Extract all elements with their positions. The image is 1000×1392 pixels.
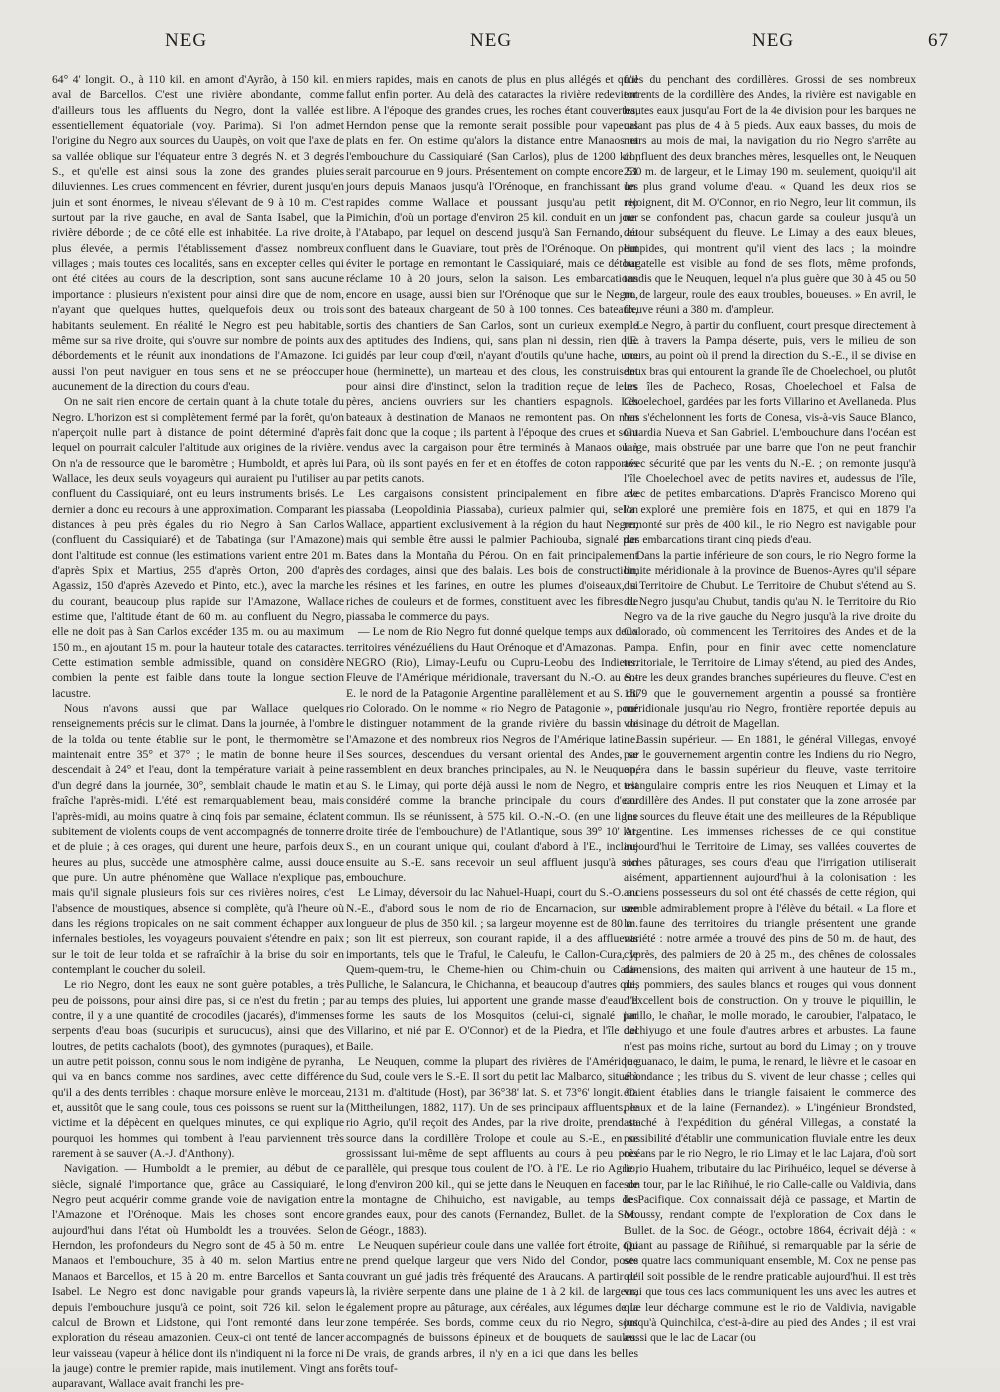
paragraph: Le rio Negro, dont les eaux ne sont guère potables, a très peu de poissons, pour ainsi dire pas, si ce n'est du fretin ; par contre, il y a une quantité de crocodiles (jacarés), d'immenses serpents d'eau boas (sucuripis et surucucus), ainsi que des loutres, de petits cachalots (boot), des gymnotes (puraques), et un autre petit poisson, connu sous le nom indigène de pyranha, qui va en bancs comme nos sardines, avec cette différence qu'il a des dents terribles : chaque morsure enlève le morceau, et, aussitôt que le sang coule, tous ces poissons se ruent sur la victime et la dépècent en quelques minutes, ce qui explique pourquoi les hommes qui tombent à l'eau parviennent très rarement à se sauver (A.-J. d'Anthony).: [52, 978, 344, 1161]
column-right: [624, 72, 916, 1362]
column-middle: [346, 72, 638, 1375]
running-head-right: NEG: [752, 30, 795, 51]
paragraph: Le Negro, à partir du confluent, court presque directement à l'E. à travers la Pampa déserte, puis, vers le milieu de son cours, au point où il prend la direction du S.-E., il se divise en deux bras qui entourent la grande île de Choelechoel, ou plutôt les îles de Pacheco, Rosas, Choelechoel et Falsa de Choelechoel, gardées par les forts Villarino et Avellaneda. Plus bas s'échelonnent les forts de Conesa, vis-à-vis Sauce Blanco, Guardia Nueva et San Gabriel. L'embouchure dans l'océan est large, mais obstruée par une barre que l'on ne peut franchir avec sécurité que par les vents du N.-E. ; on remonte jusqu'à l'île Choelechoel avec de petits navires et, audessus de l'île, avec de petites embarcations. D'après Francisco Moreno qui l'a exploré une première fois en 1875, et qui en 1879 l'a remonté sur près de 400 kil., le rio Negro est navigable pour des embarcations tirant cinq pieds d'eau.: [624, 318, 916, 547]
column-left: [52, 72, 344, 1391]
paragraph: Le Limay, déversoir du lac Nahuel-Huapi, court du S.-O. au N.-E., d'abord sous le nom de rio de Encarnacion, sur une longueur de plus de 350 kil. ; sa largeur moyenne est de 80 m. ; son lit est pierreux, son courant rapide, il a des affluents importants, tels que le Traful, le Caleufu, le Callon-Cura, le Quem-quem-tru, le Cheme-hien ou Chim-chuin ou Cata-Pulliche, le Salancura, le Chichanna, et beaucoup d'autres qui, au temps des pluies, lui apportent une grande masse d'eau. Il forme les sauts de los Mosquitos (celui-ci, signalé par Villarino, et nié par E. O'Connor) et de la Piedra, et l'île del Baile.: [346, 886, 638, 1053]
paragraph: On ne sait rien encore de certain quant à la chute totale du Negro. L'horizon est si complètement fermé par la forêt, qu'on n'aperçoit nulle part à distance de point déterminé d'après lequel on pourrait calculer l'altitude aux origines de la rivière. On n'a de ressource que le baromètre ; Humboldt, et après lui Wallace, les deux seuls voyageurs qui auraient pu l'utiliser au confluent du Cassiquiaré, ont eu leurs instruments brisés. Le dernier a donc eu recours à une approximation. Comparant les distances à peu près égales du rio Negro à San Carlos (confluent du Cassiquiaré) et de Tabatinga (sur l'Amazone) dont l'altitude est connue (les estimations varient entre 201 m. d'après Spix et Martius, 255 d'après Orton, 200 d'après Agassiz, 150 d'après Azevedo et Pinto, etc.), avec la marche du courant, beaucoup plus rapide sur l'Amazone, Wallace estime que, l'altitude étant de 60 m. au confluent du Negro, elle ne doit pas à San Carlos excéder 135 m. ou au maximum 150 m., en ajoutant 15 m. pour la hauteur totale des cataractes. Cette estimation semble admissible, quand on considère combien la pente est faible dans toute la longue section lacustre.: [52, 395, 344, 700]
paragraph: 64° 4' longit. O., à 110 kil. en amont d'Ayrão, à 150 kil. en aval de Barcellos. C'est une rivière abondante, comme d'ailleurs tous les affluents du Negro, dont la vallée est essentiellement équatoriale (voy. Parima). Si l'on admet l'origine du Negro aux sources du Uaupès, on voit que l'axe de sa vallée oblique sur l'équateur entre 3 degrés N. et 3 degrés S., et qu'elle est ainsi sous la zone des grandes pluies diluviennes. Les crues commencent en février, durent jusqu'en juin et sont énormes, le niveau s'élevant de 9 à 10 m. C'est surtout par la rive gauche, en aval de Santa Isabel, que la rivière déborde ; de ce côté elle est inhabitée. La rive droite, plus élevée, a permis l'établissement d'assez nombreux villages ; mais toutes ces localités, sans en excepter celles qui ont été citées au cours de la description, sont sans aucune importance : plusieurs n'existent pour ainsi dire que de nom, n'ayant que quelques huttes, quelquefois deux ou trois habitants seulement. En réalité le Negro est peu habitable, même sur sa rive droite, qui s'ouvre sur nombre de points aux débordements et le réunit aux inondations de l'Amazone. Ici aussi l'on peut naviguer en tous sens et ne se préoccuper aucunement de la direction du cours d'eau.: [52, 73, 344, 393]
paragraph: miers rapides, mais en canots de plus en plus allégés et qu'il fallut enfin porter. Au delà des cataractes la rivière redevient libre. A l'époque des grandes crues, les roches étant couvertes, Herndon pense que la remonte serait possible pour vapeurs plats en fer. On estime qu'alors la distance entre Manaos et l'embouchure du Cassiquiaré (San Carlos), plus de 1200 kil., serait parcourue en 9 jours. Présentement on compte encore 51 jours depuis Manaos jusqu'à l'Orénoque, en franchissant les rapides comme Wallace et poussant jusqu'au petit rio Pimichin, d'où un portage d'environ 25 kil. conduit en un jour à l'Atabapo, par lequel on descend jusqu'à San Fernando, au confluent dans le Guaviare, tout près de l'Orénoque. On peut éviter le portage en remontant le Cassiquiaré, mais ce détour réclame 10 à 20 jours, selon la saison. Les embarcations encore en usage, aussi bien sur l'Orénoque que sur le Negro, sont des bateaux chargeant de 50 à 100 tonnes. Ces bateaux, sortis des chantiers de San Carlos, sont un curieux exemple des aptitudes des Indiens, qui, sans plan ni dessin, rien que guidés par leur coup d'œil, n'ayant d'outils qu'une hache, une houe (herminette), un marteau et des clous, les construisent pour ainsi dire d'instinct, selon la tradition reçue de leurs pères, anciens ouvriers sur les chantiers espagnols. Les bateaux à destination de Manaos ne remontent pas. On n'en fait donc que la coque ; ils partent à l'époque des crues et sont vendus avec la cargaison pour être terminés à Manaos ou à Para, où ils sont payés en fer et en étoffes de coton rapportés par petits canots.: [346, 73, 638, 485]
page-number: 67: [928, 30, 949, 51]
paragraph: Le Neuquen supérieur coule dans une vallée fort étroite, qui ne prend quelque largeur que vers Nido del Condor, poste couvrant un gué jadis très fréquenté des Araucans. A partir de là, la rivière serpente dans une plaine de 1 à 2 kil. de largeur, également propre au pâturage, aux céréales, aux légumes de la zone tempérée. Ses bords, comme ceux du rio Negro, sont accompagnés de buissons épineux et de bouquets de saules. De vrais, de grands arbres, il n'y en a ici que dans les belles forêts touf-: [346, 1239, 638, 1375]
entry-negro-rio: NEGRO (Rio), Limay-Leufu ou Cupru-Leobu des Indiens. Fleuve de l'Amérique méridionale, traversant du N.-O. au S.-E. le nord de la Patagonie Argentine parallèlement et au S. du rio Colorado. On le nomme « rio Negro de Patagonie », pour le distinguer notamment de la grande rivière du bassin de l'Amazone et des nombreux rios Negros de l'Amérique latine. Ses sources, descendues du versant oriental des Andes, se rassemblent en deux branches principales, au N. le Neuquen, au S. le Limay, qui porte déjà aussi le nom de Negro, et est considéré comme la branche principale du cours d'eau commun. Ils se réunissent, à 575 kil. O.-N.-O. (en une ligne droite tirée de l'embouchure) de l'Atlantique, sous 39° 10' lat. S., en un courant unique qui, coulant d'abord à l'E., incline ensuite au S.-E. sans recevoir un seul affluent jusqu'à son embouchure.: [346, 656, 638, 884]
paragraph: Le Neuquen, comme la plupart des rivières de l'Amérique du Sud, coule vers le S.-E. Il sort du petit lac Malbarco, situé à 2131 m. d'altitude (Host), par 36°38' lat. S. et 73°6' longit. O. (Mittheilungen, 1882, 117). Un de ses principaux affluents, le rio Agrio, qu'il reçoit des Andes, par la rive droite, prend sa source dans la cordillère Trolope et coule au S.-E., en se grossissant lui-même de sept affluents au cours à peu près parallèle, qui presque tous coulent de l'O. à l'E. Le rio Agrio, long d'environ 200 kil., qui se jette dans le Neuquen en face de la montagne de Chihuicho, est navigable, au temps des grandes eaux, pour des canots (Fernandez, Bullet. de la Soc. de Géogr., 1883).: [346, 1055, 638, 1237]
paragraph: Les cargaisons consistent principalement en fibre de piassaba (Leopoldinia Piassaba), curieux palmier qui, selon Wallace, appartient exclusivement à la région du haut Negro, mais qui semble être aussi le palmier Pachiouba, signalé par Bates dans la Montaña du Pérou. On en fait principalement des cordages, ainsi que des balais. Les bois de construction, les résines et les farines, en outre les plumes d'oiseaux, si riches de couleurs et de formes, constituent avec les fibres de piassaba le commerce du pays.: [346, 487, 638, 624]
paragraph: Navigation. — Humboldt a le premier, au début de ce siècle, signalé l'importance que, grâce au Cassiquiaré, le Negro peut acquérir comme grande voie de navigation entre l'Amazone et l'Orénoque. Mais les choses sont encore aujourd'hui dans l'état où Humboldt les a trouvées. Selon Herndon, les profondeurs du Negro sont de 45 à 50 m. entre Manaos et l'embouchure, 35 à 40 m. selon Martius entre Manaos et Barcellos, et 15 à 20 m. entre Barcellos et Santa Isabel. Le Negro est donc navigable pour grands vapeurs depuis l'embouchure jusqu'à ce point, soit 726 kil. selon le calcul de Brown et Lidstone, qui l'ont remonté dans leur exploration du réseau amazonien. Ceux-ci ont tenté de lancer leur vaisseau (vapeur à hélice dont ils n'indiquent ni la force ni la jauge) contre le premier rapide, mais inutilement. Vingt ans auparavant, Wallace avait franchi les pre-: [52, 1162, 344, 1391]
paragraph: — Le nom de Rio Negro fut donné quelque temps aux deux territoires vénézuéliens du Haut Orénoque et d'Amazonas.: [346, 625, 638, 654]
running-head-center: NEG: [470, 30, 513, 51]
paragraph: Bassin supérieur. — En 1881, le général Villegas, envoyé par le gouvernement argentin contre les Indiens du rio Negro, opéra dans le bassin supérieur du fleuve, vaste territoire triangulaire compris entre les rios Neuquen et Limay et la cordillère des Andes. Il put constater que la zone arrosée par les sources du fleuve était une des meilleures de la République Argentine. Les immenses richesses de ce qui constitue aujourd'hui le Territoire de Limay, ses vallées couvertes de riches pâturages, ses cours d'eau que l'irrigation utiliserait aisément, appartiennent aujourd'hui à la colonisation : les anciens possesseurs du sol ont été chassés de cette région, qui semble admirablement propre à l'élève du bétail. « La flore et la faune des territoires du triangle présentent une grande variété : notre armée a trouvé des pins de 50 m. de haut, des cyprès, des palmiers de 20 à 25 m., des chênes de colossales dimensions, des maiten qui arrivent à une hauteur de 15 m., des pommiers, des saules blancs et rouges qui vous donnent d'excellent bois de construction. On y trouve le piquillin, le jarillo, le chañar, le molle morado, le caroubier, l'alpataco, le cachiyugo et une foule d'autres arbres et arbustes. La faune n'est pas moins riche, surtout au bord du Limay ; on y trouve le guanaco, le daim, le puma, le renard, le lièvre et le casoar en abondance ; les tribus du S. vivent de leur chasse ; celles qui étaient établies dans le triangle faisaient le commerce des peaux et de la laine (Fernandez). » L'ingénieur Brondsted, attaché à l'expédition du général Villegas, a constaté la possibilité d'établir une communication fluviale entre les deux océans par le rio Negro, le rio Limay et le lac Lajara, d'où sort le rio Huahem, tributaire du lac Pirihuéico, lequel se déverse à son tour, par le lac Riñihué, le rio Calle-calle ou Valdivia, dans le Pacifique. Cox connaissait déjà ce passage, et Martin de Moussy, rendant compte de l'exploration de Cox dans le Bullet. de la Soc. de Géogr., octobre 1864, écrivait déjà : « Quant au passage de Riñihué, si remarquable par la série de ses quatre lacs communiquant ensemble, M. Cox ne pense pas qu'il soit possible de le rendre praticable aujourd'hui. Il est très vrai que tous ces lacs communiquent les uns avec les autres et que leur décharge commune est le rio de Valdivia, navigable jusqu'à Quinchilca, c'est-à-dire au pied des Andes ; il est vrai aussi que le lac de Lacar (ou: [624, 732, 916, 1345]
running-head-left: NEG: [165, 30, 208, 51]
paragraph: fues du penchant des cordillères. Grossi de ses nombreux torrents de la cordillère des Andes, la rivière est navigable en hautes eaux jusqu'au Fort de la 4e division pour les barques ne calant pas plus de 4 à 5 pieds. Aux eaux basses, du mois de mars au mois de mai, la navigation du rio Negro s'arrête au confluent des deux branches mères, lesquelles ont, le Neuquen 230 m. de largeur, et le Limay 190 m. seulement, quoiqu'il ait un plus grand volume d'eau. « Quand les deux rios se rejoignent, dit M. O'Connor, en rio Negro, leur lit commun, ils ne se confondent pas, chacun garde sa couleur jusqu'à un détour subséquent du fleuve. Le Limay a des eaux bleues, limpides, qui montrent qu'il vient des lacs ; la moindre bagatelle est visible au fond de ses flots, même profonds, tandis que le Neuquen, lequel n'a plus guère que 30 à 45 ou 50 m. de largeur, roule des eaux troubles, boueuses. » En avril, le fleuve réuni a 380 m. d'ampleur.: [624, 73, 916, 317]
paragraph: Nous n'avons aussi que par Wallace quelques renseignements précis sur le climat. Dans la journée, à l'ombre de la tolda ou tente établie sur le pont, le thermomètre se maintenait entre 35° et 37° ; le matin de bonne heure il descendait à 24° et l'eau, dont la température variait à peine d'un degré dans la journée, 30°, semblait chaude le matin et fraîche l'après-midi. L'été est remarquablement beau, mais l'après-midi, au moins quatre à cinq fois par semaine, éclatent subitement de violents coups de vent accompagnés de tonnerre et de pluie ; à ces orages, qui durent une heure, parfois deux heures au plus, succède une atmosphère calme, aussi douce que pure. Un autre phénomène que Wallace n'explique pas, mais qu'il signale plusieurs fois sur ces rivières noires, c'est l'absence de moustiques, absence si complète, qu'à l'heure où dans les régions tropicales on ne sait comment échapper aux infernales bestioles, les voyageurs pouvaient s'étendre en paix sur le toit de leur tolda et se rafraîchir à la brise du soir en contemplant le coucher du soleil.: [52, 702, 344, 976]
paragraph: Dans la partie inférieure de son cours, le rio Negro forme la limite méridionale à la province de Buenos-Ayres qu'il sépare du Territoire de Chubut. Le Territoire de Chubut s'étend au S. du Negro jusqu'au Chubut, tandis qu'au N. le Territoire du Rio Negro va de la rive gauche du Negro jusqu'à la rive droite du Colorado, où commencent les Territoires des Andes et de la Pampa. Enfin, pour en finir avec cette nomenclature territoriale, le Territoire de Limay s'étend, au pied des Andes, entre les deux grandes branches supérieures du fleuve. C'est en 1879 que le gouvernement argentin a poussé sa frontière méridionale jusqu'au rio Negro, frontière reportée depuis au voisinage du détroit de Magellan.: [624, 548, 916, 731]
